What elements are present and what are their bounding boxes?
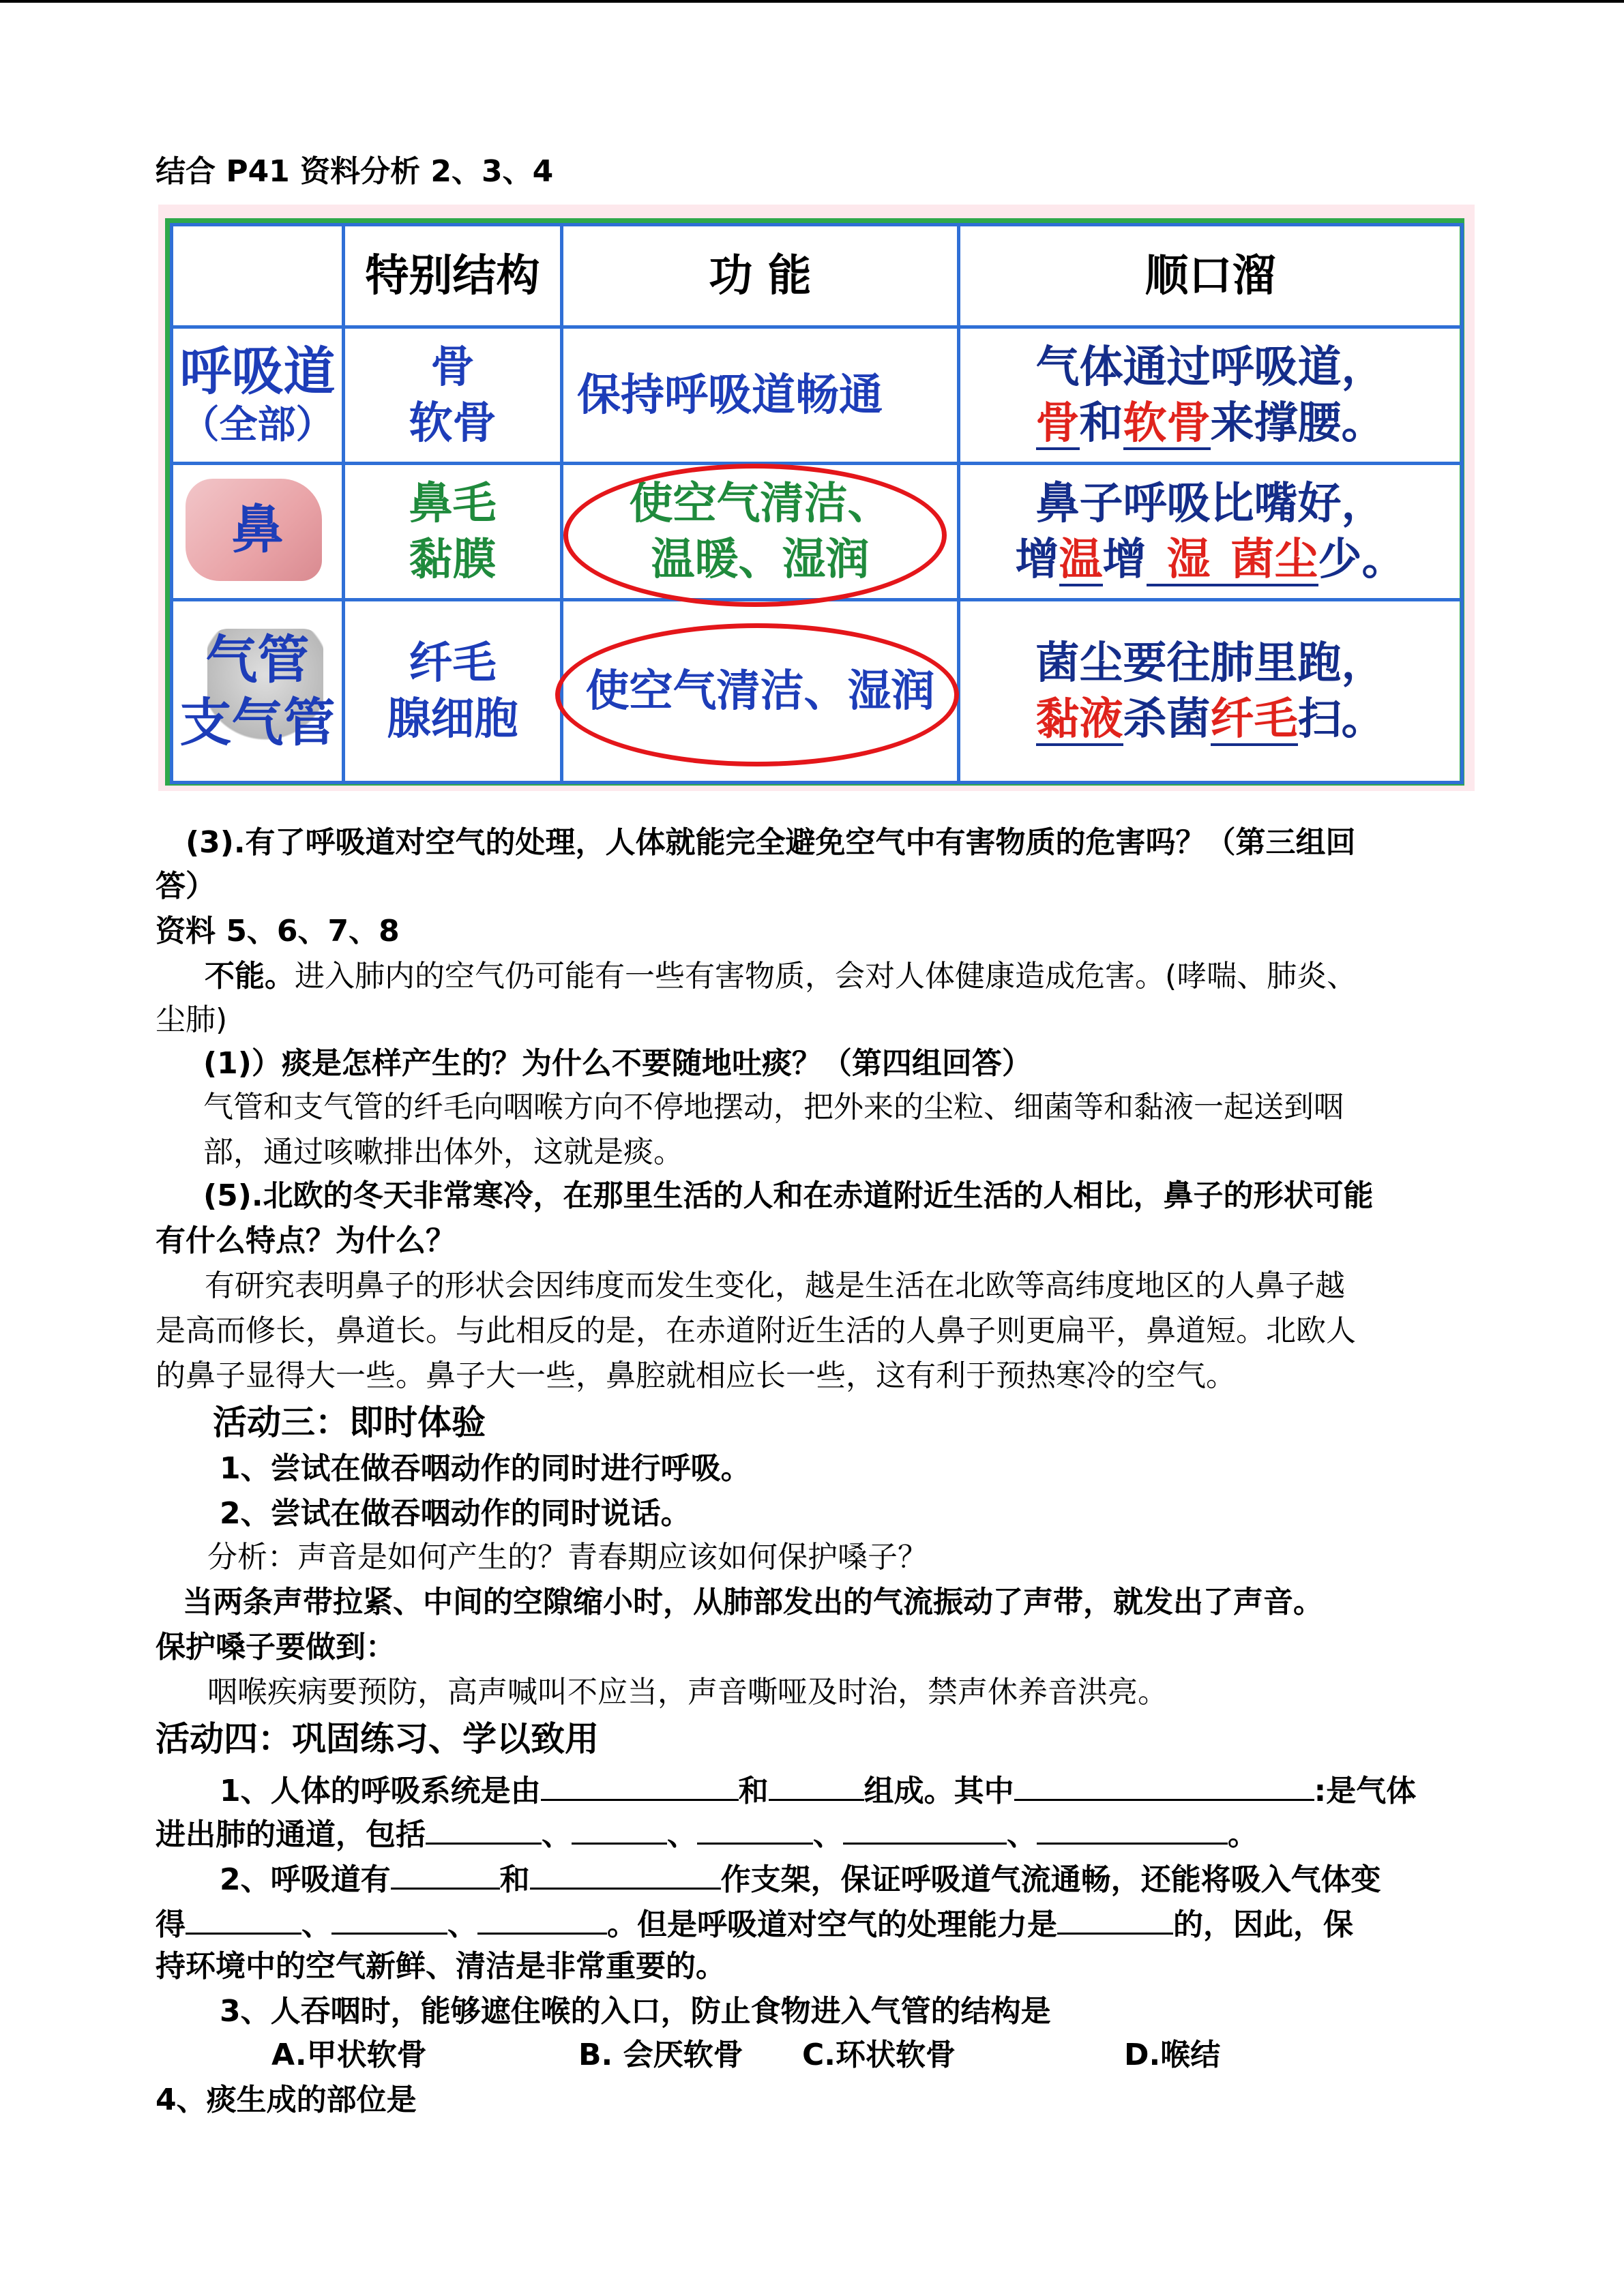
answer-3 — [205, 956, 1357, 997]
rhyme-text: 来撑腰。 — [1210, 397, 1385, 449]
exercise-text: 、 — [813, 1817, 843, 1852]
exercise-text: 1、人体的呼吸系统是由 — [220, 1774, 541, 1808]
voice-answer: 当两条声带拉紧、中间的空隙缩小时，从肺部发出的气流振动了声带，就发出了声音。 — [183, 1585, 1323, 1620]
exercise-text: 和 — [738, 1774, 769, 1808]
exercise-4: 4、痰生成的部位是 — [156, 2083, 417, 2117]
rhyme-cell — [959, 327, 1462, 464]
answer-blank[interactable] — [572, 1813, 667, 1845]
exercise-text: 、 — [447, 1907, 477, 1942]
highlight-oval — [563, 464, 947, 607]
reference-materials: 资料 5、6、7、8 — [156, 914, 400, 949]
rhyme-cell — [959, 600, 1462, 783]
organ-name: 气管 — [205, 629, 310, 690]
structure-cell — [344, 464, 562, 600]
rhyme-text: 增 — [1102, 533, 1147, 585]
exercise-text: :是气体 — [1314, 1774, 1417, 1808]
answer-blank[interactable] — [391, 1858, 500, 1890]
table-header-row — [172, 225, 1462, 327]
table-row — [172, 464, 1462, 600]
rhyme-blank-answer: 软骨 — [1123, 397, 1211, 449]
structure-item: 黏膜 — [409, 533, 497, 585]
answer-blank[interactable] — [530, 1858, 721, 1890]
rhyme-blank-answer: 纤毛 — [1210, 693, 1298, 745]
rhyme-text: 少。 — [1318, 533, 1406, 585]
activity-3-item: 1、尝试在做吞咽动作的同时进行呼吸。 — [220, 1451, 751, 1486]
analysis-question: 分析：声音是如何产生的？青春期应该如何保护嗓子？ — [207, 1540, 928, 1575]
rhyme-blank-answer: 温 — [1059, 533, 1103, 585]
section-header: 结合 P41 资料分析 2、3、4 — [156, 154, 554, 189]
answer-3-lead: 不能。 — [205, 959, 295, 994]
exercise-text: 和 — [499, 1862, 530, 1897]
rhyme-text: 增 — [1015, 533, 1059, 585]
rhyme-text: 和 — [1079, 397, 1123, 449]
exercise-2-cont2: 持环境中的空气新鲜、清洁是非常重要的。 — [156, 1949, 726, 1984]
question-phlegm: (1)）痰是怎样产生的？为什么不要随地吐痰？（第四组回答） — [203, 1046, 1032, 1081]
structure-item: 腺细胞 — [387, 693, 518, 745]
protect-voice-answer: 咽喉疾病要预防，高声喊叫不应当，声音嘶哑及时治，禁声休养音洪亮。 — [207, 1675, 1168, 1710]
respiratory-table — [170, 223, 1464, 784]
option-c[interactable]: C.环状软骨 — [802, 2038, 956, 2072]
header-cell-empty — [172, 225, 344, 327]
function-text: 使空气清洁、湿润 — [585, 665, 935, 717]
exercise-text: 的，因此，保 — [1173, 1907, 1353, 1942]
table-figure — [158, 205, 1475, 791]
organ-cell — [172, 600, 344, 783]
exercise-text: 作支架，保证呼吸道气流通畅，还能将吸入气体变 — [720, 1862, 1381, 1897]
question-3-cont: 答） — [156, 869, 216, 904]
rhyme-text: 杀菌 — [1123, 693, 1211, 745]
answer-5-cont2: 的鼻子显得大一些。鼻子大一些，鼻腔就相应长一些，这有利于预热寒冷的空气。 — [156, 1358, 1236, 1393]
header-function: 功 能 — [562, 225, 959, 327]
function-text: 保持呼吸道畅通 — [577, 369, 883, 421]
table-row — [172, 327, 1462, 464]
answer-blank[interactable] — [541, 1769, 739, 1801]
organ-name: 呼吸道 — [179, 340, 336, 402]
exercise-text: 、 — [667, 1817, 697, 1852]
organ-name: 支气管 — [179, 692, 336, 753]
answer-blank[interactable] — [426, 1813, 542, 1845]
table-frame — [165, 218, 1464, 786]
function-text: 温暖、湿润 — [651, 533, 870, 585]
exercise-1-cont — [156, 1813, 1258, 1855]
header-rhyme: 顺口溜 — [959, 225, 1462, 327]
rhyme-line: 菌尘要往肺里跑， — [1035, 637, 1385, 689]
function-cell — [562, 327, 959, 464]
rhyme-line — [960, 691, 1460, 747]
page-top-border — [0, 0, 1624, 3]
structure-item: 软骨 — [409, 397, 497, 449]
answer-blank[interactable] — [186, 1903, 301, 1935]
rhyme-blank-answer: 湿 — [1147, 536, 1231, 586]
exercise-text: 、 — [1007, 1817, 1037, 1852]
exercise-text: 进出肺的通道，包括 — [156, 1817, 426, 1852]
table-row — [172, 600, 1462, 783]
rhyme-blank-answer: 黏液 — [1035, 693, 1123, 745]
protect-voice-title: 保护嗓子要做到： — [156, 1630, 396, 1665]
answer-5-cont: 是高而修长，鼻道长。与此相反的是，在赤道附近生活的人鼻子则更扁平，鼻道短。北欧人 — [156, 1313, 1356, 1348]
answer-blank[interactable] — [697, 1813, 813, 1845]
function-cell — [562, 600, 959, 783]
question-3: (3).有了呼吸道对空气的处理，人体就能完全避免空气中有害物质的危害吗？（第三组回 — [186, 825, 1356, 860]
rhyme-cell — [959, 464, 1462, 600]
organ-note: （全部） — [181, 402, 334, 447]
answer-3-text: 进入肺内的空气仍可能有一些有害物质，会对人体健康造成危害。(哮喘、肺炎、 — [295, 959, 1357, 994]
exercise-text: 、 — [542, 1817, 572, 1852]
option-b[interactable]: B. 会厌软骨 — [578, 2038, 743, 2072]
activity-3-title: 活动三：即时体验 — [213, 1403, 486, 1442]
organ-cell — [172, 327, 344, 464]
answer-blank[interactable] — [1037, 1813, 1228, 1845]
exercise-text: 2、呼吸道有 — [220, 1862, 391, 1897]
organ-name-group — [173, 601, 342, 754]
structure-cell — [344, 600, 562, 783]
answer-phlegm: 气管和支气管的纤毛向咽喉方向不停地摆动，把外来的尘粒、细菌等和黏液一起送到咽 — [203, 1090, 1344, 1124]
answer-blank[interactable] — [843, 1813, 1007, 1845]
structure-item: 纤毛 — [409, 637, 497, 689]
exercise-text: 组成。其中 — [863, 1774, 1014, 1808]
activity-3-item: 2、尝试在做吞咽动作的同时说话。 — [220, 1496, 691, 1531]
rhyme-text: 扫。 — [1297, 693, 1385, 745]
rhyme-line — [960, 396, 1460, 451]
exercise-text: 得 — [156, 1907, 186, 1942]
answer-blank[interactable] — [477, 1903, 607, 1935]
answer-phlegm-cont: 部，通过咳嗽排出体外，这就是痰。 — [203, 1135, 683, 1169]
question-5: (5).北欧的冬天非常寒冷，在那里生活的人和在赤道附近生活的人相比，鼻子的形状可能 — [203, 1178, 1374, 1213]
answer-blank[interactable] — [769, 1769, 864, 1801]
option-a[interactable]: A.甲状软骨 — [271, 2038, 427, 2072]
rhyme-blank-answer: 骨 — [1035, 397, 1080, 449]
exercise-text: 。 — [1228, 1817, 1258, 1852]
answer-5: 有研究表明鼻子的形状会因纬度而发生变化，越是生活在北欧等高纬度地区的人鼻子越 — [205, 1268, 1345, 1303]
structure-cell — [344, 327, 562, 464]
exercise-2 — [220, 1858, 1381, 1900]
organ-name: 鼻 — [231, 499, 284, 560]
exercise-1 — [220, 1769, 1416, 1812]
organ-image-cell — [173, 601, 342, 781]
exercise-text: 。但是呼吸道对空气的处理能力是 — [607, 1907, 1057, 1942]
exercise-2-cont — [156, 1903, 1353, 1945]
function-cell — [562, 464, 959, 600]
rhyme-line — [960, 532, 1460, 588]
structure-item: 骨 — [430, 341, 475, 393]
rhyme-line: 气体通过呼吸道， — [1035, 341, 1385, 393]
activity-4-title: 活动四：巩固练习、学以致用 — [156, 1719, 599, 1759]
rhyme-blank-answer: 菌尘 — [1230, 533, 1318, 585]
answer-blank[interactable] — [1014, 1769, 1314, 1801]
exercise-3: 3、人吞咽时，能够遮住喉的入口，防止食物进入气管的结构是 — [220, 1994, 1051, 2029]
organ-cell — [172, 464, 344, 600]
organ-image-cell — [173, 465, 342, 598]
question-5-cont: 有什么特点？为什么？ — [156, 1223, 456, 1258]
answer-blank[interactable] — [1057, 1903, 1173, 1935]
function-text: 使空气清洁、 — [629, 477, 891, 529]
option-d[interactable]: D.喉结 — [1124, 2038, 1221, 2072]
exercise-text: 、 — [301, 1907, 331, 1942]
header-structure: 特别结构 — [344, 225, 562, 327]
answer-3-cont: 尘肺) — [156, 1002, 228, 1037]
rhyme-line: 鼻子呼吸比嘴好， — [1035, 477, 1385, 529]
answer-blank[interactable] — [331, 1903, 447, 1935]
highlight-oval — [555, 623, 959, 766]
structure-item: 鼻毛 — [409, 477, 497, 529]
